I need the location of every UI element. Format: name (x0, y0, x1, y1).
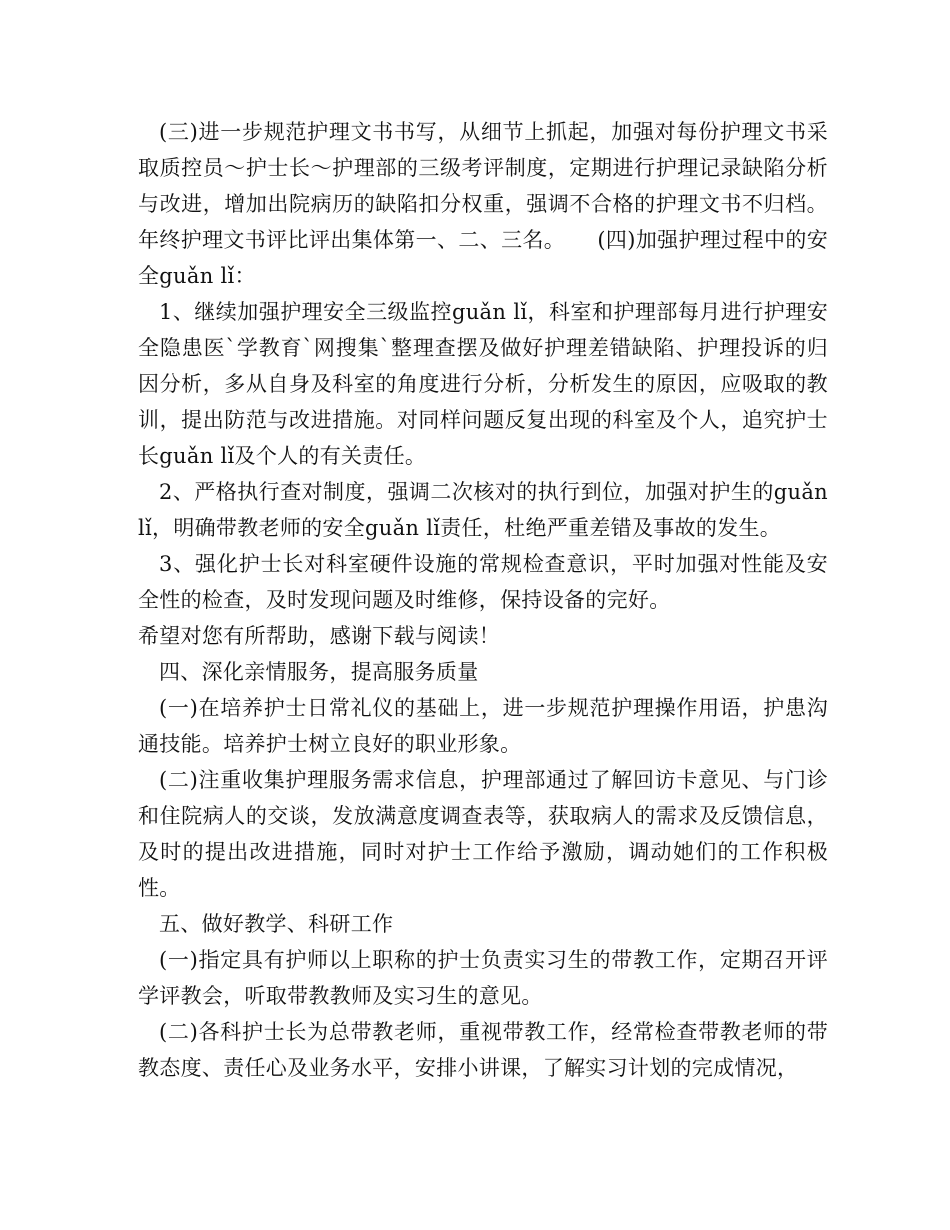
paragraph-head-nurse-teaching: (二)各科护士长为总带教老师，重视带教工作，经常检查带教老师的带教态度、责任心及业务水平，安排小讲课，了解实习计划的完成情况， (138, 1020, 828, 1080)
paragraph-nursing-documents: (三)进一步规范护理文书书写，从细节上抓起，加强对每份护理文书采取质控员～护士长～护理部的三级考评制度，定期进行护理记录缺陷分析与改进，增加出院病历的缺陷扣分权重，强调不合格的护理文书不归档。年终护理文书评比评出集体第一、二、三名。 (四)加强护理过程中的安全guǎn lǐ： (138, 120, 828, 288)
document-body (138, 114, 828, 1086)
paragraph-service-feedback: (二)注重收集护理服务需求信息，护理部通过了解回访卡意见、与门诊和住院病人的交谈，发放满意度调查表等，获取病人的需求及反馈信息，及时的提出改进措施，同时对护士工作给予激励，调动她们的工作积极性。 (138, 768, 828, 900)
section-heading-service-quality: 四、深化亲情服务，提高服务质量 (159, 660, 479, 684)
paragraph-intern-supervision: (一)指定具有护师以上职称的护士负责实习生的带教工作，定期召开评学评教会，听取带教教师及实习生的意见。 (138, 948, 828, 1008)
paragraph-verification-system: 2、严格执行查对制度，强调二次核对的执行到位，加强对护生的guǎn lǐ，明确带教老师的安全guǎn lǐ责任，杜绝严重差错及事故的发生。 (138, 480, 828, 540)
section-heading-teaching-research: 五、做好教学、科研工作 (159, 912, 394, 936)
paragraph-equipment-inspection: 3、强化护士长对科室硬件设施的常规检查意识，平时加强对性能及安全性的检查，及时发现问题及时维修，保持设备的完好。 (138, 552, 828, 612)
paragraph-etiquette-training: (一)在培养护士日常礼仪的基础上，进一步规范护理操作用语，护患沟通技能。培养护士树立良好的职业形象。 (138, 696, 828, 756)
paragraph-safety-monitoring: 1、继续加强护理安全三级监控guǎn lǐ，科室和护理部每月进行护理安全隐患医`学教育`网搜集`整理查摆及做好护理差错缺陷、护理投诉的归因分析，多从自身及科室的角度进行分析，分析发生的原因，应吸取的教训，提出防范与改进措施。对同样问题反复出现的科室及个人，追究护士长guǎn lǐ及个人的有关责任。 (138, 300, 828, 468)
paragraph-thanks-note: 希望对您有所帮助，感谢下载与阅读！ (138, 624, 501, 648)
